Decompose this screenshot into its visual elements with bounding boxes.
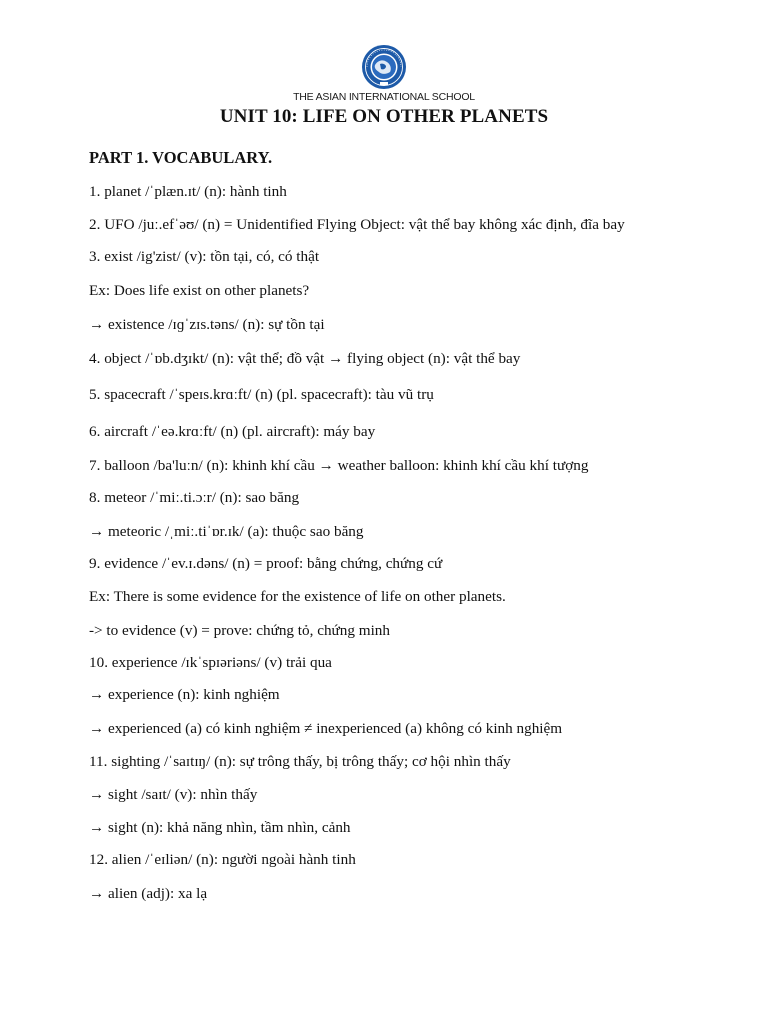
derived-line: → existence /ɪɡˈzɪs.təns/ (n): sự tồn tại <box>89 316 325 333</box>
vocab-line: 8. meteor /ˈmiː.ti.ɔːr/ (n): sao băng <box>89 489 300 506</box>
derived-line: → sight (n): khả năng nhìn, tầm nhìn, cảnh <box>89 819 351 836</box>
school-seal-logo <box>361 44 407 90</box>
vocab-line: 3. exist /ig'zist/ (v): tồn tại, có, có thật <box>89 248 320 265</box>
vocab-line: 10. experience /ɪkˈspɪəriəns/ (v) trải qua <box>89 654 332 671</box>
vocab-line: 6. aircraft /ˈeə.krɑːft/ (n) (pl. aircraft): máy bay <box>89 423 376 440</box>
derived-line: → meteoric /ˌmiː.tiˈɒr.ɪk/ (a): thuộc sao băng <box>89 523 364 540</box>
derived-line: → sight /saɪt/ (v): nhìn thấy <box>89 786 258 803</box>
vocab-line: 9. evidence /ˈev.ɪ.dəns/ (n) = proof: bằng chứng, chứng cứ <box>89 555 443 572</box>
derived-line: → alien (adj): xa lạ <box>89 885 208 902</box>
derived-line: → experienced (a) có kinh nghiệm ≠ inexperienced (a) không có kinh nghiệm <box>89 720 563 737</box>
part-title: PART 1. VOCABULARY. <box>89 148 273 167</box>
school-name: THE ASIAN INTERNATIONAL SCHOOL <box>293 91 475 103</box>
vocab-line: 5. spacecraft /ˈspeɪs.krɑːft/ (n) (pl. spacecraft): tàu vũ trụ <box>89 386 434 403</box>
vocab-line: 2. UFO /juː.efˈəʊ/ (n) = Unidentified Flying Object: vật thể bay không xác định, đĩa bay <box>89 216 625 233</box>
vocab-line: 11. sighting /ˈsaɪtɪŋ/ (n): sự trông thấy, bị trông thấy; cơ hội nhìn thấy <box>89 753 511 770</box>
vocab-line: 7. balloon /ba'luːn/ (n): khinh khí cầu → weather balloon: khinh khí cầu khí tượng <box>89 457 589 474</box>
header-logo-block <box>0 44 768 106</box>
example-line: Ex: There is some evidence for the existence of life on other planets. <box>89 588 506 605</box>
derived-line: → experience (n): kinh nghiệm <box>89 686 280 703</box>
vocab-line: 1. planet /ˈplæn.ɪt/ (n): hành tinh <box>89 183 287 200</box>
vocab-line: 4. object /ˈɒb.dʒɪkt/ (n): vật thể; đồ vật → flying object (n): vật thể bay <box>89 350 521 367</box>
example-line: Ex: Does life exist on other planets? <box>89 282 310 299</box>
vocab-line: 12. alien /ˈeɪliən/ (n): người ngoài hành tinh <box>89 851 356 868</box>
unit-title: UNIT 10: LIFE ON OTHER PLANETS <box>219 106 549 127</box>
derived-line: -> to evidence (v) = prove: chứng tỏ, chứng minh <box>89 622 390 639</box>
